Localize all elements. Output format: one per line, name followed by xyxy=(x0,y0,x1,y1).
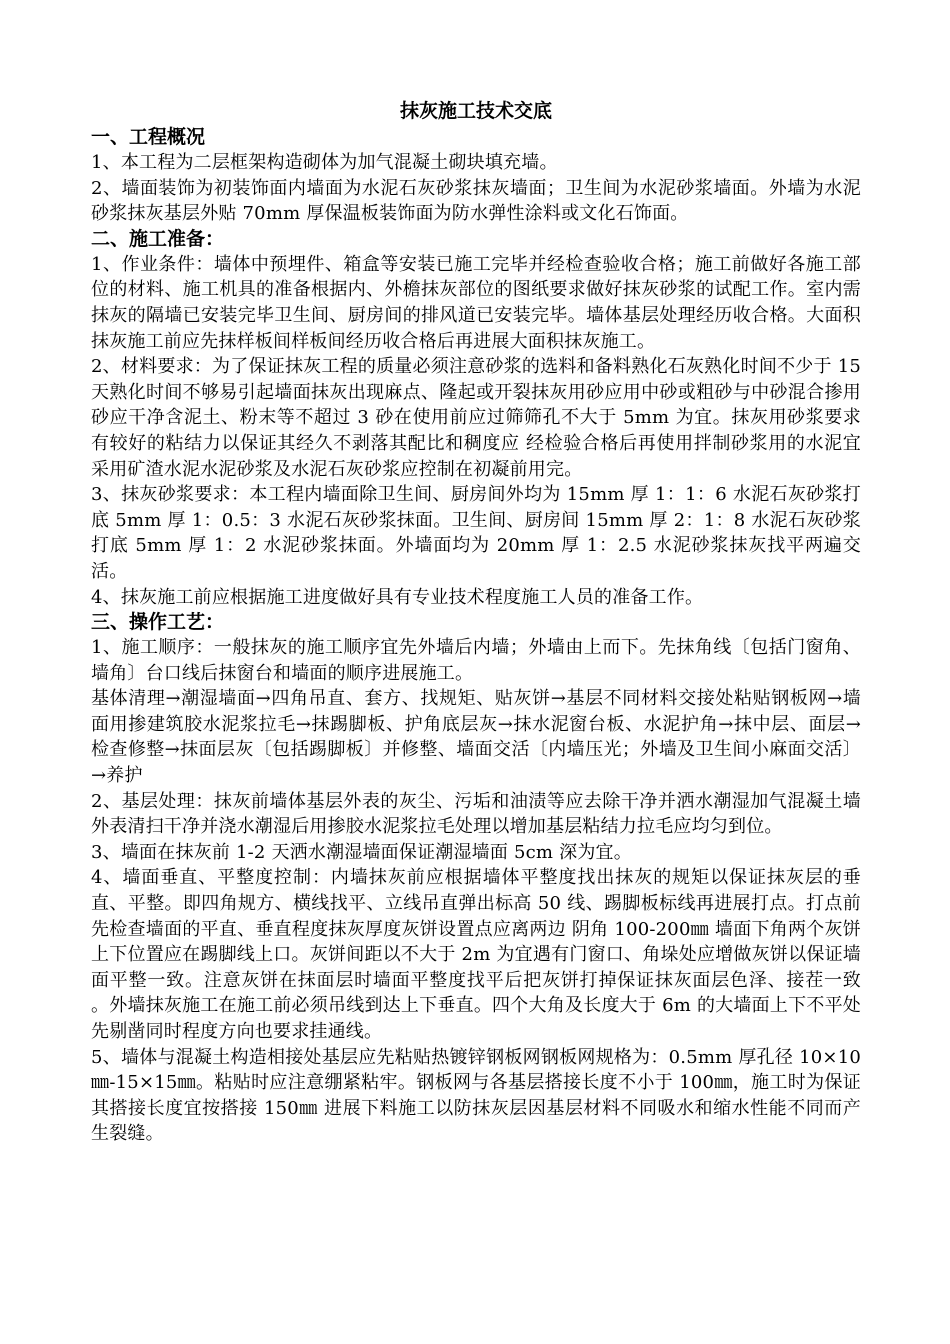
document-title: 抹灰施工技术交底 xyxy=(399,100,552,122)
paragraph: 5、墙体与混凝土构造相接处基层应先粘贴热镀锌钢板网钢板网规格为：0.5mm 厚孔径 10×10㎜-15×15㎜。粘贴时应注意绷紧粘牢。钢板网与各基层搭接长度不小于 100㎜，施工时为保证其搭接长度宜按搭接 150㎜ 进展下料施工以防抹灰层因基层材料不同吸水和缩水性能不同而产生裂缝。 xyxy=(91,1046,861,1145)
paragraph: 2、墙面装饰为初装饰面内墙面为水泥石灰砂浆抹灰墙面；卫生间为水泥砂浆墙面。外墙为水泥砂浆抹灰基层外贴 70mm 厚保温板装饰面为防水弹性涂料或文化石饰面。 xyxy=(91,177,861,225)
paragraph: 1、本工程为二层框架构造砌体为加气混凝土砌块填充墙。 xyxy=(91,152,558,173)
paragraph: 1、作业条件：墙体中预埋件、箱盒等安装已施工完毕并经检查验收合格；施工前做好各施工部位的材料、施工机具的准备根据内、外檐抹灰部位的图纸要求做好抹灰砂浆的试配工作。室内需抹灰的隔墙已安装完毕卫生间、厨房间的排风道已安装完毕。墙体基层处理经历收合格。大面积抹灰施工前应先抹样板间样板间经历收合格后再进展大面积抹灰施工。 xyxy=(91,253,861,352)
section-heading: 三、操作工艺： xyxy=(91,611,225,634)
paragraph: 2、材料要求：为了保证抹灰工程的质量必须注意砂浆的选料和备料熟化石灰熟化时间不少于 15 天熟化时间不够易引起墙面抹灰出现麻点、隆起或开裂抹灰用砂应用中砂或粗砂与中砂混合掺用砂应干净含泥土、粉末等不超过 3 砂在使用前应过筛筛孔不大于 5mm 为宜。抹灰用砂浆要求有较好的粘结力以保证其经久不剥落其配比和稠度应 经检验合格后再使用拌制砂浆用的水泥宜采用矿渣水泥水泥砂浆及水泥石灰砂浆应控制在初凝前用完。 xyxy=(91,356,861,480)
section-heading: 二、施工准备： xyxy=(91,227,225,250)
paragraph: 3、墙面在抹灰前 1-2 天洒水潮湿墙面保证潮湿墙面 5cm 深为宜。 xyxy=(91,841,632,863)
paragraph: 1、施工顺序：一般抹灰的施工顺序宜先外墙后内墙；外墙由上而下。先抹角线〔包括门窗角、墙角〕台口线后抹窗台和墙面的顺序进展施工。 xyxy=(91,637,861,684)
paragraph: 基体清理→潮湿墙面→四角吊直、套方、找规矩、贴灰饼→基层不同材料交接处粘贴钢板网→墙面用掺建筑胶水泥浆拉毛→抹踢脚板、护角底层灰→抹水泥窗台板、水泥护角→抹中层、面层→检查修整→抹面层灰〔包括踢脚板〕并修整、墙面交活〔内墙压光；外墙及卫生间小麻面交活〕→养护 xyxy=(91,688,861,787)
section-heading: 一、工程概况 xyxy=(91,126,206,148)
paragraph: 2、基层处理：抹灰前墙体基层外表的灰尘、污垢和油渍等应去除干净并洒水潮湿加气混凝土墙外表清扫干净并浇水潮湿后用掺胶水泥浆拉毛处理以增加基层粘结力拉毛应均匀到位。 xyxy=(91,790,861,838)
paragraph: 4、抹灰施工前应根据施工进度做好具有专业技术程度施工人员的准备工作。 xyxy=(91,586,704,608)
document-page xyxy=(91,97,861,1147)
paragraph: 3、抹灰砂浆要求：本工程内墙面除卫生间、厨房间外均为 15mm 厚 1：1：6 水泥石灰砂浆打底 5mm 厚 1：0.5：3 水泥石灰砂浆抹面。卫生间、厨房间 15mm 厚 2：1：8 水泥石灰砂浆打底 5mm 厚 1：2 水泥砂浆抹面。外墙面均为 20mm 厚 1：2.5 水泥砂浆抹灰找平两遍交活。 xyxy=(91,484,861,582)
paragraph: 4、墙面垂直、平整度控制：内墙抹灰前应根据墙体平整度找出抹灰的规矩以保证抹灰层的垂直、平整。即四角规方、横线找平、立线吊直弹出标高 50 线、踢脚板标线再进展打点。打点前先检查墙面的平直、垂直程度抹灰厚度灰饼设置点应离两边 阴角 100-200㎜ 墙面下角两个灰饼上下位置应在踢脚线上口。灰饼间距以不大于 2m 为宜遇有门窗口、角垛处应增做灰饼以保证墙面平整一致。注意灰饼在抹面层时墙面平整度找平后把灰饼打掉保证抹灰面层色泽、接茬一致 。外墙抹灰施工在施工前必须吊线到达上下垂直。四个大角及长度大于 6m 的大墙面上下不平处先剔凿同时程度方向也要求挂通线。 xyxy=(91,867,861,1042)
